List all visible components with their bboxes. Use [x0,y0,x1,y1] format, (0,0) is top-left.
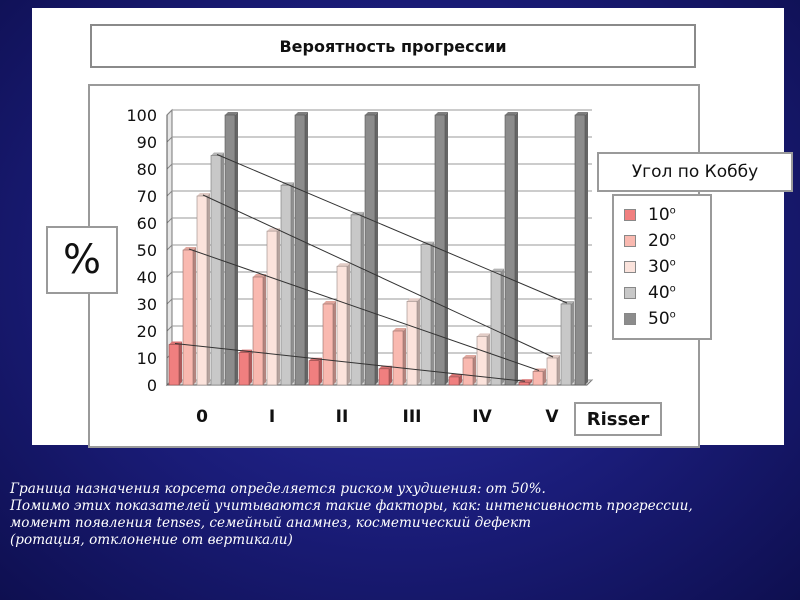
bar-side [277,228,280,385]
y-tick-label: 60 [136,214,157,233]
legend-swatch [624,209,636,221]
bar [547,358,557,385]
bar-side [361,212,364,385]
x-tick-label: I [268,407,276,427]
bar-side [291,182,294,385]
x-tick-label: V [545,407,559,427]
bar [211,156,221,386]
caption-line: Помимо этих показателей учитываются такие факторы, как: интенсивность прогрессии, [10,498,693,514]
legend-item [624,280,676,306]
bar [393,331,403,385]
bar [533,372,543,386]
degree-sign: o [669,231,676,243]
caption-line: Граница назначения корсета определяется риском ухудшения: от 50%. [10,481,546,497]
y-tick-label: 30 [136,295,157,314]
y-tick-label: 90 [136,133,157,152]
x-tick-label: III [402,407,422,427]
bar [379,369,389,385]
legend-label: 30 [648,257,670,277]
legend-item [624,228,676,254]
bar [435,115,445,385]
bar [561,304,571,385]
bar-side [179,342,182,386]
bar-side [221,153,224,386]
degree-sign: o [669,283,676,295]
bar-side [249,350,252,385]
bar-side [347,263,350,385]
chart-title: Вероятность прогрессии [90,24,696,68]
bar [519,382,529,385]
bar-side [417,298,420,385]
bar-side [473,355,476,385]
caption [10,481,795,549]
bar-side [515,112,518,385]
y-tick-label: 0 [146,376,157,395]
bar-side [571,301,574,385]
legend-title: Угол по Коббу [597,152,793,192]
x-tick-label: II [335,407,349,427]
degree-sign: o [669,309,676,321]
y-axis-label: % [46,226,118,294]
legend-swatch [624,235,636,247]
bar-side [263,274,266,385]
y-tick-label: 40 [136,268,157,287]
bar-side [389,366,392,385]
legend-swatch [624,261,636,273]
degree-sign: o [669,257,676,269]
legend-label: 40 [648,283,670,303]
x-tick-label: IV [472,407,492,427]
bar-side [333,301,336,385]
legend-swatch [624,313,636,325]
bar-side [403,328,406,385]
bar [477,336,487,385]
bar [575,115,585,385]
legend-label: 50 [648,309,670,329]
bar-side [431,242,434,385]
bar [421,245,431,385]
bar-side [375,112,378,385]
bar [491,272,501,385]
bar [295,115,305,385]
bar [197,196,207,385]
bar [351,215,361,385]
bar [337,266,347,385]
bar [365,115,375,385]
chart-panel [32,8,784,445]
bar [239,353,249,385]
bar-side [445,112,448,385]
bar-side [557,355,560,385]
x-tick-label: 0 [196,407,208,427]
bar [183,250,193,385]
y-tick-label: 80 [136,160,157,179]
caption-line: момент появления tenses, семейный анамнез, косметический дефект [10,515,532,531]
bar [449,377,459,385]
bar [225,115,235,385]
legend [612,194,712,340]
degree-sign: o [669,205,676,217]
y-tick-label: 50 [136,241,157,260]
bar-side [319,358,322,385]
y-tick-label: 70 [136,187,157,206]
bar [169,345,179,386]
legend-item [624,202,676,228]
bar-side [501,269,504,385]
legend-item [624,306,676,332]
bar [267,231,277,385]
bar-side [207,193,210,385]
y-tick-label: 20 [136,322,157,341]
bar-side [235,112,238,385]
x-axis-label: Risser [574,402,662,436]
caption-line: (ротация, отклонение от вертикали) [10,532,293,548]
legend-label: 10 [648,205,670,225]
y-tick-label: 10 [136,349,157,368]
bar [309,361,319,385]
bar-side [193,247,196,385]
bar [323,304,333,385]
legend-label: 20 [648,231,670,251]
bar [505,115,515,385]
bar-side [585,112,588,385]
bar [407,301,417,385]
bar [463,358,473,385]
legend-item [624,254,676,280]
legend-swatch [624,287,636,299]
y-tick-label: 100 [126,106,157,125]
bar [253,277,263,385]
bar-side [305,112,308,385]
